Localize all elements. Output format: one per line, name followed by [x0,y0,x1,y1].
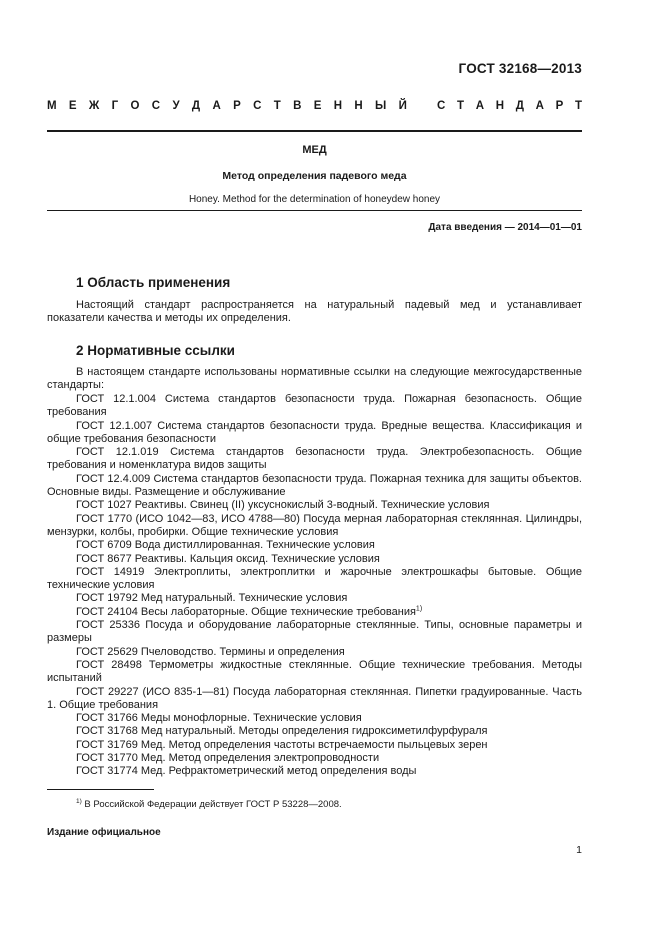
reference-item: ГОСТ 12.4.009 Система стандартов безопасности труда. Пожарная техника для защиты объектов. Основные виды. Размещение и обслуживание [47,472,582,499]
footnote-marker: 1) [415,605,423,613]
reference-item: ГОСТ 31769 Мед. Метод определения частоты встречаемости пыльцевых зерен [76,738,488,751]
reference-item: ГОСТ 28498 Термометры жидкостные стеклянные. Общие технические требования. Методы испытаний [47,658,582,685]
standard-code: ГОСТ 32168—2013 [458,61,582,76]
reference-item: ГОСТ 25336 Посуда и оборудование лабораторные стеклянные. Типы, основные параметры и размеры [47,619,582,645]
reference-item: ГОСТ 31774 Мед. Рефрактометрический метод определения воды [76,765,417,778]
reference-item: ГОСТ 1027 Реактивы. Свинец (II) уксуснокислый 3-водный. Технические условия [76,499,490,512]
footnote-marker: 1) [76,798,82,805]
reference-item: ГОСТ 14919 Электроплиты, электроплитки и жарочные электрошкафы бытовые. Общие технические условия [47,565,582,592]
reference-item: ГОСТ 6709 Вода дистиллированная. Технические условия [76,539,375,552]
reference-item: ГОСТ 8677 Реактивы. Кальция оксид. Технические условия [76,552,380,565]
english-title: Honey. Method for the determination of honeydew honey [188,194,441,205]
reference-item: ГОСТ 31770 Мед. Метод определения электропроводности [76,752,380,765]
reference-item: ГОСТ 1770 (ИСО 1042—83, ИСО 4788—80) Посуда мерная лабораторная стеклянная. Цилиндры, мензурки, колбы, пробирки. Общие технические условия [47,512,582,538]
reference-text: ГОСТ 24104 Весы лабораторные. Общие технические требования [76,605,416,618]
document-subtitle: Метод определения падевого меда [222,170,407,182]
section-2-heading: 2 Нормативные ссылки [76,343,235,358]
footnote [76,795,342,811]
introduction-date: Дата введения — 2014—01—01 [428,222,582,233]
document-title: МЕД [302,144,327,156]
page-number: 1 [576,844,582,856]
standard-type-banner [47,100,582,113]
reference-item: ГОСТ 12.1.019 Система стандартов безопасности труда. Электробезопасность. Общие требования и номенклатура видов защиты [47,446,582,472]
reference-item: ГОСТ 29227 (ИСО 835-1—81) Посуда лабораторная стеклянная. Пипетки градуированные. Часть 1. Общие требования [47,685,582,711]
section-1-text: Настоящий стандарт распространяется на натуральный падевый мед и устанавливает показатели качества и методы их определения. [47,299,582,325]
header-rule [47,130,582,132]
section-2-intro: В настоящем стандарте использованы нормативные ссылки на следующие межгосударственные стандарты: [47,366,582,392]
title-rule [47,210,582,211]
reference-item: ГОСТ 12.1.004 Система стандартов безопасности труда. Пожарная безопасность. Общие требования [47,393,582,419]
reference-item: ГОСТ 19792 Мед натуральный. Технические условия [76,592,348,605]
footnote-text: В Российской Федерации действует ГОСТ Р 53228—2008. [81,799,342,811]
official-edition-label: Издание официальное [47,827,161,838]
reference-item-with-footnote [47,606,582,619]
footnote-separator [47,789,154,790]
reference-item: ГОСТ 25629 Пчеловодство. Термины и определения [76,645,345,658]
reference-item: ГОСТ 12.1.007 Система стандартов безопасности труда. Вредные вещества. Классификация и общие требования безопасности [47,419,582,445]
reference-item: ГОСТ 31766 Меды монофлорные. Технические условия [76,712,362,725]
section-1-heading: 1 Область применения [76,275,231,290]
reference-item: ГОСТ 31768 Мед натуральный. Методы определения гидроксиметилфурфураля [76,725,488,738]
banner-word-interstate: М Е Ж Г О С У Д А Р С Т В Е Н Н Ы Й [47,100,407,112]
references-list [47,393,582,779]
banner-word-standard: С Т А Н Д А Р Т [437,100,582,112]
